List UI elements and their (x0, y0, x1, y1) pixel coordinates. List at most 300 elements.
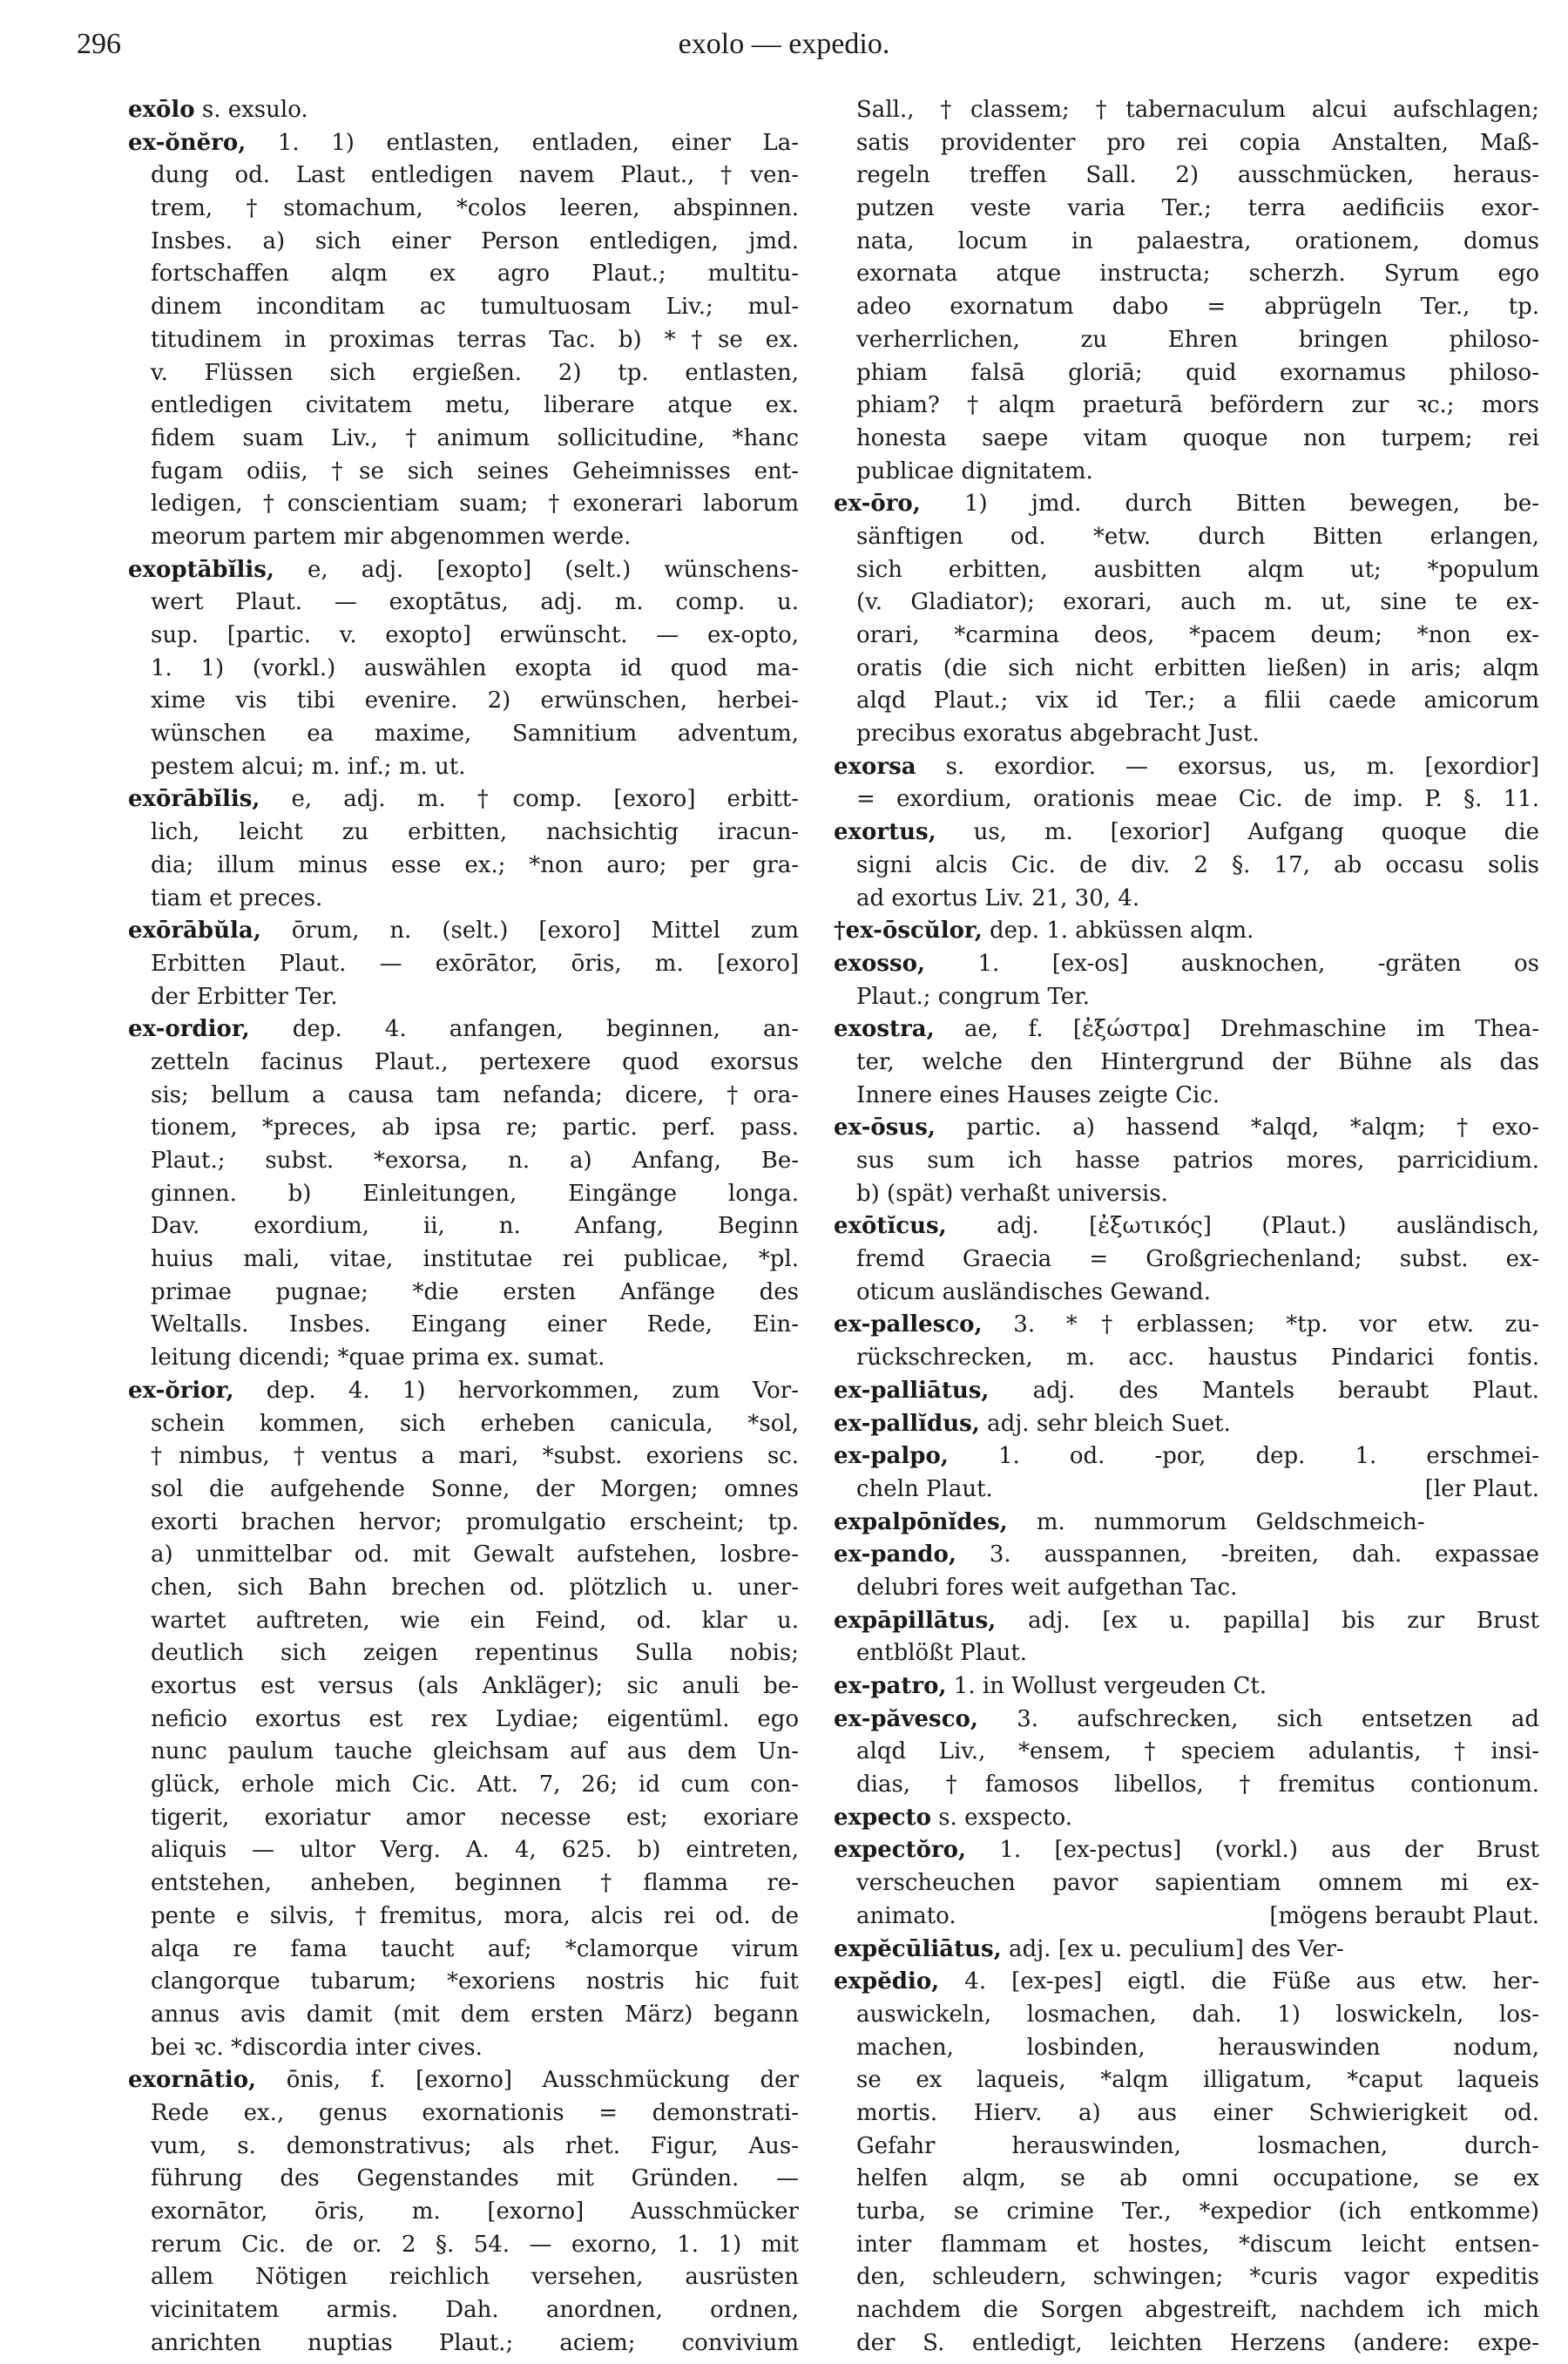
entry-text: fugam odiis, †se sich seines Geheimnisses ent- (151, 457, 799, 484)
entry-text: ginnen. b) Einleitungen, Eingänge longa. (151, 1180, 799, 1207)
dictionary-text-line (128, 1637, 799, 1670)
entry-text: der Erbitter Ter. (151, 983, 338, 1010)
dictionary-text-line (128, 1670, 799, 1704)
entry-text: Gefahr herauswinden, losmachen, durch- (856, 2132, 1539, 2159)
entry-text: tigerit, exoriatur amor necesse est; exoriare (151, 1804, 799, 1831)
dictionary-text-line (834, 1145, 1539, 1178)
dictionary-text-line (128, 1736, 799, 1769)
entry-text: 3. *†erblassen; *tp. vor etw. zu- (982, 1311, 1539, 1338)
dictionary-text-line (834, 586, 1539, 620)
dictionary-text-line (128, 1210, 799, 1243)
entry-text: rückschrecken, m. acc. haustus Pindarici fontis. (856, 1345, 1539, 1372)
entry-text: führung des Gegenstandes mit Gründen. — (151, 2165, 799, 2192)
dictionary-entry-line (128, 94, 799, 127)
dictionary-text-line (834, 226, 1539, 259)
entry-text: sich erbitten, ausbitten alqm ut; *populum (856, 556, 1539, 583)
dictionary-text-line (128, 718, 799, 751)
dictionary-text-line (128, 2196, 799, 2229)
dictionary-text-line (128, 1934, 799, 1967)
dictionary-text-line (834, 456, 1539, 489)
dictionary-text-line (128, 620, 799, 653)
entry-text: alqd Liv., *ensem, †speciem adulantis, †insi- (856, 1738, 1539, 1765)
dictionary-entry-line (834, 1966, 1539, 1999)
entry-text: oticum ausländisches Gewand. (856, 1278, 1211, 1305)
entry-text: dias, †famosos libellos, †fremitus contionum. (856, 1771, 1539, 1798)
dictionary-entry-line (834, 1507, 1539, 1540)
dictionary-text-line (834, 2163, 1539, 2196)
entry-text: Insbes. a) sich einer Person entledigen, jmd. (151, 227, 799, 254)
entry-text: entblößt Plaut. (856, 1640, 1028, 1667)
dictionary-text-line (128, 2294, 799, 2327)
headword: exōlo (128, 97, 195, 123)
entry-text: publicae dignitatem. (856, 457, 1093, 484)
dictionary-text-line (128, 1769, 799, 1802)
dictionary-text-line (834, 1867, 1539, 1900)
dictionary-text-line (128, 816, 799, 850)
entry-text: oratis (die sich nicht erbitten ließen) in aris; alqm (856, 654, 1539, 681)
entry-text: trem, †stomachum, *colos leeren, abspinnen. (151, 195, 799, 222)
entry-text: satis providenter pro rei copia Anstalten, Maß- (856, 129, 1539, 156)
entry-text: tionem, *preces, ab ipsa re; partic. perf. pass. (151, 1114, 799, 1141)
entry-text: 1. [ex-os] ausknochen, -gräten os (925, 950, 1539, 977)
entry-text: schein kommen, sich erheben canicula, *sol, (151, 1410, 799, 1437)
entry-text: ōrum, n. (selt.) [exoro] Mittel zum (260, 918, 799, 945)
overflow-fragment: [ler Plaut. (1424, 1475, 1539, 1502)
entry-text: 1. [ex-pectus] (vorkl.) aus der Brust (966, 1837, 1539, 1864)
entry-text: ledigen, †conscientiam suam; †exonerari laborum (151, 491, 799, 518)
dictionary-entry-line (834, 1605, 1539, 1638)
dictionary-text-line (834, 1900, 1539, 1934)
entry-text: exornātor, ōris, m. [exorno] Ausschmücker (151, 2198, 799, 2225)
entry-text: entledigen civitatem metu, liberare atque ex. (151, 392, 799, 419)
entry-text: vum, s. demonstrativus; als rhet. Figur, Aus- (151, 2132, 799, 2159)
dictionary-entry-line (128, 2064, 799, 2097)
headword: ex-ŏnĕro, (128, 129, 247, 156)
dictionary-text-line (128, 1047, 799, 1080)
headword: exornātio, (128, 2067, 257, 2094)
headword: †ex-ōscŭlor, (834, 918, 983, 945)
entry-text: Innere eines Hauses zeigte Cic. (856, 1081, 1220, 1108)
entry-text: titudinem in proximas terras Tac. b) *†se ex. (151, 326, 799, 353)
dictionary-text-line (834, 1769, 1539, 1802)
entry-text: (v. Gladiator); exorari, auch m. ut, sine te ex- (856, 589, 1539, 616)
dictionary-text-line (834, 1572, 1539, 1605)
entry-text: nata, locum in palaestra, orationem, domus (856, 227, 1539, 254)
entry-text: vicinitatem armis. Dah. anordnen, ordnen, (151, 2297, 799, 2324)
entry-text: cheln Plaut. (856, 1475, 993, 1502)
entry-text: Erbitten Plaut. — exōrātor, ōris, m. [exoro] (151, 950, 799, 977)
entry-text: alqd Plaut.; vix id Ter.; a filii caede amicorum (856, 688, 1539, 715)
entry-text: signi alcis Cic. de div. 2 §. 17, ab occasu solis (856, 851, 1539, 878)
entry-text: exortus est versus (als Ankläger); sic anuli be- (151, 1673, 799, 1699)
dictionary-text-line (128, 850, 799, 883)
dictionary-entry-line (128, 127, 799, 160)
dictionary-text-line (128, 1440, 799, 1473)
headword: exoptābĭlis, (128, 556, 274, 583)
entry-text: orari, *carmina deos, *pacem deum; *non ex- (856, 622, 1539, 648)
headword: ex-patro, (834, 1673, 947, 1699)
dictionary-text-line (128, 1309, 799, 1342)
dictionary-entry-line (834, 1834, 1539, 1867)
entry-text: e, adj. m. †comp. [exoro] erbitt- (260, 786, 799, 813)
dictionary-text-line (128, 2130, 799, 2164)
entry-text: Dav. exordium, ii, n. Anfang, Beginn (151, 1213, 799, 1240)
dictionary-text-line (834, 2032, 1539, 2065)
headword: expĕdio, (834, 1968, 940, 1995)
entry-text: e, adj. [exopto] (selt.) wünschens- (274, 556, 799, 583)
entry-text: annus avis damit (mit dem ersten März) begann (151, 2001, 799, 2028)
entry-text: leitung dicendi; *quae prima ex. sumat. (151, 1345, 605, 1372)
running-title: exolo — expedio. (678, 28, 890, 60)
dictionary-text-line (834, 653, 1539, 686)
entry-text: tiam et preces. (151, 884, 323, 911)
dictionary-text-line (128, 423, 799, 456)
dictionary-text-line (128, 1507, 799, 1540)
dictionary-text-line (128, 1966, 799, 1999)
entry-text: delubri fores weit aufgethan Tac. (856, 1574, 1238, 1601)
dictionary-text-line (834, 2064, 1539, 2097)
headword: ex-ōro, (834, 491, 921, 518)
entry-text: clangorque tubarum; *exoriens nostris hic fuit (151, 1968, 799, 1995)
entry-text: Sall., †classem; †tabernaculum alcui aufschlagen; (856, 97, 1539, 123)
dictionary-text-line (834, 258, 1539, 291)
dictionary-text-line (128, 1802, 799, 1835)
dictionary-entry-line (128, 1375, 799, 1408)
entry-text: helfen alqm, se ab omni occupatione, se ex (856, 2165, 1539, 2192)
dictionary-entry-line (128, 915, 799, 948)
entry-text: fortschaffen alqm ex agro Plaut.; multitu- (151, 261, 799, 288)
headword: ex-ōsus, (834, 1114, 936, 1141)
entry-text: ad exortus Liv. 21, 30, 4. (856, 884, 1140, 911)
dictionary-text-line (128, 1572, 799, 1605)
dictionary-text-line (128, 883, 799, 916)
dictionary-text-line (834, 1473, 1539, 1507)
headword: expectŏro, (834, 1837, 967, 1864)
entry-text: 1. od. -por, dep. 1. erschmei- (948, 1443, 1539, 1470)
entry-text: dia; illum minus esse ex.; *non auro; per gra- (151, 851, 799, 878)
entry-text: 1. 1) entlasten, entladen, einer La- (246, 129, 799, 156)
entry-text: lich, leicht zu erbitten, nachsichtig iracun- (151, 819, 799, 846)
headword: ex-palpo, (834, 1443, 949, 1470)
dictionary-text-line (128, 2163, 799, 2196)
dictionary-text-line (128, 1408, 799, 1441)
dictionary-text-line (128, 1080, 799, 1113)
dictionary-text-line (834, 1342, 1539, 1375)
entry-text: deutlich sich zeigen repentinus Sulla nobis; (151, 1640, 799, 1667)
headword: exosso, (834, 950, 926, 977)
dictionary-text-line (128, 1112, 799, 1145)
dictionary-text-line (834, 324, 1539, 357)
dictionary-text-line (128, 948, 799, 981)
entry-text: 3. ausspannen, -breiten, dah. expassae (956, 1541, 1539, 1568)
entry-text: adj. [ex u. papilla] bis zur Brust (996, 1607, 1539, 1634)
entry-text: fidem suam Liv., †animum sollicitudine, *hanc (151, 424, 799, 451)
entry-text: b) (spät) verhaßt universis. (856, 1180, 1168, 1207)
dictionary-text-line (128, 521, 799, 554)
entry-text: adj. [ἐξωτικός] (Plaut.) ausländisch, (946, 1213, 1539, 1240)
dictionary-text-line (834, 357, 1539, 390)
entry-text: bei ꝛc. *discordia inter cives. (151, 2034, 483, 2061)
dictionary-text-line (834, 783, 1539, 816)
entry-text: entstehen, anheben, beginnen †flamma re- (151, 1870, 799, 1897)
dictionary-text-line (834, 94, 1539, 127)
headword: exōrābŭla, (128, 918, 261, 945)
dictionary-entry-line (834, 1210, 1539, 1243)
dictionary-text-line (834, 1047, 1539, 1080)
entry-text: a) unmittelbar od. mit Gewalt aufstehen, losbre- (151, 1541, 799, 1568)
dictionary-text-line (834, 1243, 1539, 1277)
entry-text: 1. 1) (vorkl.) auswählen exopta id quod ma- (151, 654, 799, 681)
dictionary-text-line (834, 193, 1539, 226)
entry-text: dung od. Last entledigen navem Plaut., †ven- (151, 162, 799, 189)
headword: exortus, (834, 819, 936, 846)
dictionary-text-line (128, 751, 799, 784)
entry-text: sol die aufgehende Sonne, der Morgen; omnes (151, 1475, 799, 1502)
entry-text: dep. 4. 1) hervorkommen, zum Vor- (233, 1377, 799, 1404)
entry-text: precibus exoratus abgebracht Just. (856, 721, 1260, 748)
entry-text: der S. entledigt, leichten Herzens (andere: expe- (856, 2329, 1539, 2356)
entry-text: sup. [partic. v. exopto] erwünscht. — ex-opto, (151, 622, 799, 648)
entry-text: exorti brachen hervor; promulgatio erscheint; tp. (151, 1508, 799, 1535)
headword: ex-păvesco, (834, 1705, 978, 1732)
headword: exōrābĭlis, (128, 786, 260, 813)
dictionary-text-line (834, 1178, 1539, 1211)
dictionary-entry-line (834, 816, 1539, 850)
dictionary-text-line (834, 2229, 1539, 2262)
dictionary-entry-line (834, 1934, 1539, 1967)
dictionary-text-line (128, 1900, 799, 1934)
entry-text: den, schleudern, schwingen; *curis vagor expeditis (856, 2264, 1539, 2291)
entry-text: machen, losbinden, herauswinden nodum, (856, 2034, 1539, 2061)
entry-text: adeo exornatum dabo = abprügeln Ter., tp. (856, 294, 1539, 321)
entry-text: Weltalls. Insbes. Eingang einer Rede, Ein- (151, 1311, 799, 1338)
entry-text: exornata atque instructa; scherzh. Syrum ego (856, 261, 1539, 288)
dictionary-text-line (834, 1637, 1539, 1670)
entry-text: pente e silvis, †fremitus, mora, alcis rei od. de (151, 1902, 799, 1929)
overflow-fragment: [mögens beraubt Plaut. (1269, 1902, 1539, 1929)
dictionary-text-line (834, 2130, 1539, 2164)
headword: ex-ŏrior, (128, 1377, 234, 1404)
entry-text: nachdem die Sorgen abgestreift, nachdem ich mich (856, 2297, 1539, 2324)
dictionary-entry-line (128, 783, 799, 816)
dictionary-text-line (128, 456, 799, 489)
headword: ex-pando, (834, 1541, 956, 1568)
entry-text: mortis. Hierv. a) aus einer Schwierigkeit od. (856, 2099, 1539, 2126)
entry-text: auswickeln, losmachen, dah. 1) loswickeln, los- (856, 2001, 1539, 2028)
entry-text: alqa re fama taucht auf; *clamorque virum (151, 1935, 799, 1962)
dictionary-text-line (128, 1539, 799, 1572)
dictionary-text-line (834, 2294, 1539, 2327)
entry-text: zetteln facinus Plaut., pertexere quod exorsus (151, 1048, 799, 1075)
dictionary-entry-line (834, 1802, 1539, 1835)
entry-text: wünschen ea maxime, Samnitium adventum, (151, 721, 799, 748)
dictionary-text-line (128, 1834, 799, 1867)
dictionary-text-line (834, 850, 1539, 883)
headword: expĕcūliātus, (834, 1935, 1002, 1962)
dictionary-text-line (128, 1867, 799, 1900)
dictionary-text-line (834, 423, 1539, 456)
entry-text: Plaut.; congrum Ter. (856, 983, 1091, 1010)
headword: exorsa (834, 753, 916, 780)
entry-text: Plaut.; subst. *exorsa, n. a) Anfang, Be- (151, 1148, 799, 1174)
dictionary-text-line (834, 2196, 1539, 2229)
dictionary-text-line (128, 324, 799, 357)
headword: expāpillātus, (834, 1607, 997, 1634)
dictionary-entry-line (834, 751, 1539, 784)
entry-text: ae, f. [ἐξώστρα] Drehmaschine im Thea- (934, 1016, 1539, 1043)
entry-text: dep. 4. anfangen, beginnen, an- (249, 1016, 799, 1043)
dictionary-text-line (128, 1999, 799, 2032)
entry-text: putzen veste varia Ter.; terra aedificiis exor- (856, 195, 1539, 222)
dictionary-text-line (128, 2327, 799, 2361)
entry-text: phiam? †alqm praeturā befördern zur ꝛc.; mors (856, 392, 1539, 419)
dictionary-text-line (128, 258, 799, 291)
entry-text: sus sum ich hasse patrios mores, parricidium. (856, 1148, 1539, 1174)
dictionary-entry-line (834, 1013, 1539, 1047)
dictionary-text-line (128, 1342, 799, 1375)
dictionary-text-line (834, 291, 1539, 324)
entry-text: = exordium, orationis meae Cic. de imp. P. §. 11. (856, 786, 1539, 813)
entry-text: adj. des Mantels beraubt Plaut. (989, 1377, 1539, 1404)
dictionary-text-line (834, 521, 1539, 554)
dictionary-text-line (128, 226, 799, 259)
entry-text: s. exsulo. (194, 97, 308, 123)
entry-text: chen, sich Bahn brechen od. plötzlich u. uner- (151, 1574, 799, 1601)
dictionary-text-line (834, 1277, 1539, 1310)
dictionary-text-line (128, 586, 799, 620)
dictionary-text-line (128, 357, 799, 390)
entry-text: phiam falsā gloriā; quid exornamus philoso- (856, 359, 1539, 386)
dictionary-text-line (834, 718, 1539, 751)
dictionary-text-line (128, 1277, 799, 1310)
entry-text: 1. in Wollust vergeuden Ct. (946, 1673, 1267, 1699)
entry-text: verscheuchen pavor sapientiam omnem mi ex- (856, 1870, 1539, 1897)
dictionary-text-line (834, 883, 1539, 916)
dictionary-entry-line (834, 1309, 1539, 1342)
entry-text: turba, se crimine Ter., *expedior (ich entkomme) (856, 2198, 1539, 2225)
headword: ex-pallĭdus, (834, 1410, 980, 1437)
entry-text: huius mali, vitae, institutae rei publicae, *pl. (151, 1246, 799, 1273)
entry-text: verherrlichen, zu Ehren bringen philoso- (856, 326, 1539, 353)
dictionary-text-line (128, 2097, 799, 2130)
headword: ex-palliātus, (834, 1377, 990, 1404)
entry-text: animato. (856, 1902, 956, 1929)
dictionary-text-line (128, 1605, 799, 1638)
left-column (128, 94, 799, 2360)
headword: exostra, (834, 1016, 935, 1043)
dictionary-entry-line (834, 1440, 1539, 1473)
entry-text: wert Plaut. — exoptātus, adj. m. comp. u. (151, 589, 799, 616)
entry-text: m. nummorum Geldschmeich- (1007, 1508, 1425, 1535)
dictionary-entry-line (834, 1375, 1539, 1408)
entry-text: fremd Graecia = Großgriechenland; subst. ex- (856, 1246, 1539, 1273)
entry-text: adj. sehr bleich Suet. (979, 1410, 1231, 1437)
entry-text: ōnis, f. [exorno] Ausschmückung der (256, 2067, 799, 2094)
dictionary-text-line (834, 2261, 1539, 2294)
dictionary-text-line (128, 389, 799, 423)
entry-text: honesta saepe vitam quoque non turpem; rei (856, 424, 1539, 451)
entry-text: pestem alcui; m. inf.; m. ut. (151, 753, 466, 780)
dictionary-text-line (128, 159, 799, 193)
entry-text: adj. [ex u. peculium] des Ver- (1001, 1935, 1344, 1962)
dictionary-entry-line (834, 1408, 1539, 1441)
dictionary-text-line (834, 159, 1539, 193)
dictionary-text-line (834, 1999, 1539, 2032)
entry-text: †nimbus, †ventus a mari, *subst. exoriens sc. (151, 1443, 799, 1470)
dictionary-text-line (128, 2261, 799, 2294)
dictionary-text-line (834, 554, 1539, 587)
entry-text: glück, erhole mich Cic. Att. 7, 26; id cum con- (151, 1771, 799, 1798)
dictionary-entry-line (834, 1539, 1539, 1572)
entry-text: dep. 1. abküssen alqm. (982, 918, 1254, 945)
entry-text: allem Nötigen reichlich versehen, ausrüsten (151, 2264, 799, 2291)
dictionary-text-line (128, 1473, 799, 1507)
dictionary-text-line (128, 1704, 799, 1737)
dictionary-text-line (128, 2229, 799, 2262)
entry-text: se ex laqueis, *alqm illigatum, *caput laqueis (856, 2067, 1539, 2094)
dictionary-text-line (834, 389, 1539, 423)
dictionary-text-line (128, 2032, 799, 2065)
entry-text: nunc paulum tauche gleichsam auf aus dem Un- (151, 1738, 799, 1765)
entry-text: aliquis — ultor Verg. A. 4, 625. b) eintreten, (151, 1837, 799, 1864)
entry-text: sis; bellum a causa tam nefanda; dicere, †ora- (151, 1081, 799, 1108)
entry-text: xime vis tibi evenire. 2) erwünschen, herbei- (151, 688, 799, 715)
entry-text: 3. aufschrecken, sich entsetzen ad (977, 1705, 1539, 1732)
entry-text: inter flammam et hostes, *discum leicht entsen- (856, 2231, 1539, 2258)
entry-text: partic. a) hassend *alqd, *alqm; †exo- (935, 1114, 1539, 1141)
entry-text: us, m. [exorior] Aufgang quoque die (936, 819, 1539, 846)
dictionary-entry-line (834, 1112, 1539, 1145)
headword: ex-ordior, (128, 1016, 250, 1043)
dictionary-text-line (128, 685, 799, 718)
dictionary-entry-line (834, 1704, 1539, 1737)
page-number: 296 (77, 28, 121, 60)
dictionary-text-line (834, 2327, 1539, 2361)
dictionary-text-line (834, 1736, 1539, 1769)
entry-text: regeln treffen Sall. 2) ausschmücken, heraus- (856, 162, 1539, 189)
dictionary-text-line (128, 291, 799, 324)
dictionary-text-line (128, 1243, 799, 1277)
dictionary-text-line (834, 620, 1539, 653)
entry-text: anrichten nuptias Plaut.; aciem; convivium (151, 2329, 799, 2356)
headword: exōtĭcus, (834, 1213, 947, 1240)
entry-text: primae pugnae; *die ersten Anfänge des (151, 1278, 799, 1305)
dictionary-entry-line (834, 948, 1539, 981)
dictionary-text-line (834, 127, 1539, 160)
entry-text: 4. [ex-pes] eigtl. die Füße aus etw. her- (939, 1968, 1539, 1995)
headword: ex-pallesco, (834, 1311, 983, 1338)
dictionary-text-line (128, 1145, 799, 1178)
headword: expecto (834, 1804, 931, 1831)
dictionary-entry-line (128, 554, 799, 587)
entry-text: neficio exortus est rex Lydiae; eigentüml. ego (151, 1705, 799, 1732)
entry-text: rerum Cic. de or. 2 §. 54. — exorno, 1. 1) mit (151, 2231, 799, 2258)
entry-text: ter, welche den Hintergrund der Bühne als das (856, 1048, 1539, 1075)
dictionary-text-line (128, 193, 799, 226)
dictionary-text-line (834, 1080, 1539, 1113)
right-column (834, 94, 1539, 2360)
entry-text: wartet auftreten, wie ein Feind, od. klar u. (151, 1607, 799, 1634)
dictionary-text-line (834, 685, 1539, 718)
headword: expalpōnĭdes, (834, 1508, 1008, 1535)
dictionary-text-line (128, 653, 799, 686)
entry-text: 1) jmd. durch Bitten bewegen, be- (920, 491, 1539, 518)
entry-text: sänftigen od. *etw. durch Bitten erlangen, (856, 523, 1539, 550)
dictionary-text-line (128, 981, 799, 1014)
entry-text: Rede ex., genus exornationis = demonstrati- (151, 2099, 799, 2126)
dictionary-entry-line (834, 488, 1539, 521)
entry-text: dinem inconditam ac tumultuosam Liv.; mul- (151, 294, 799, 321)
